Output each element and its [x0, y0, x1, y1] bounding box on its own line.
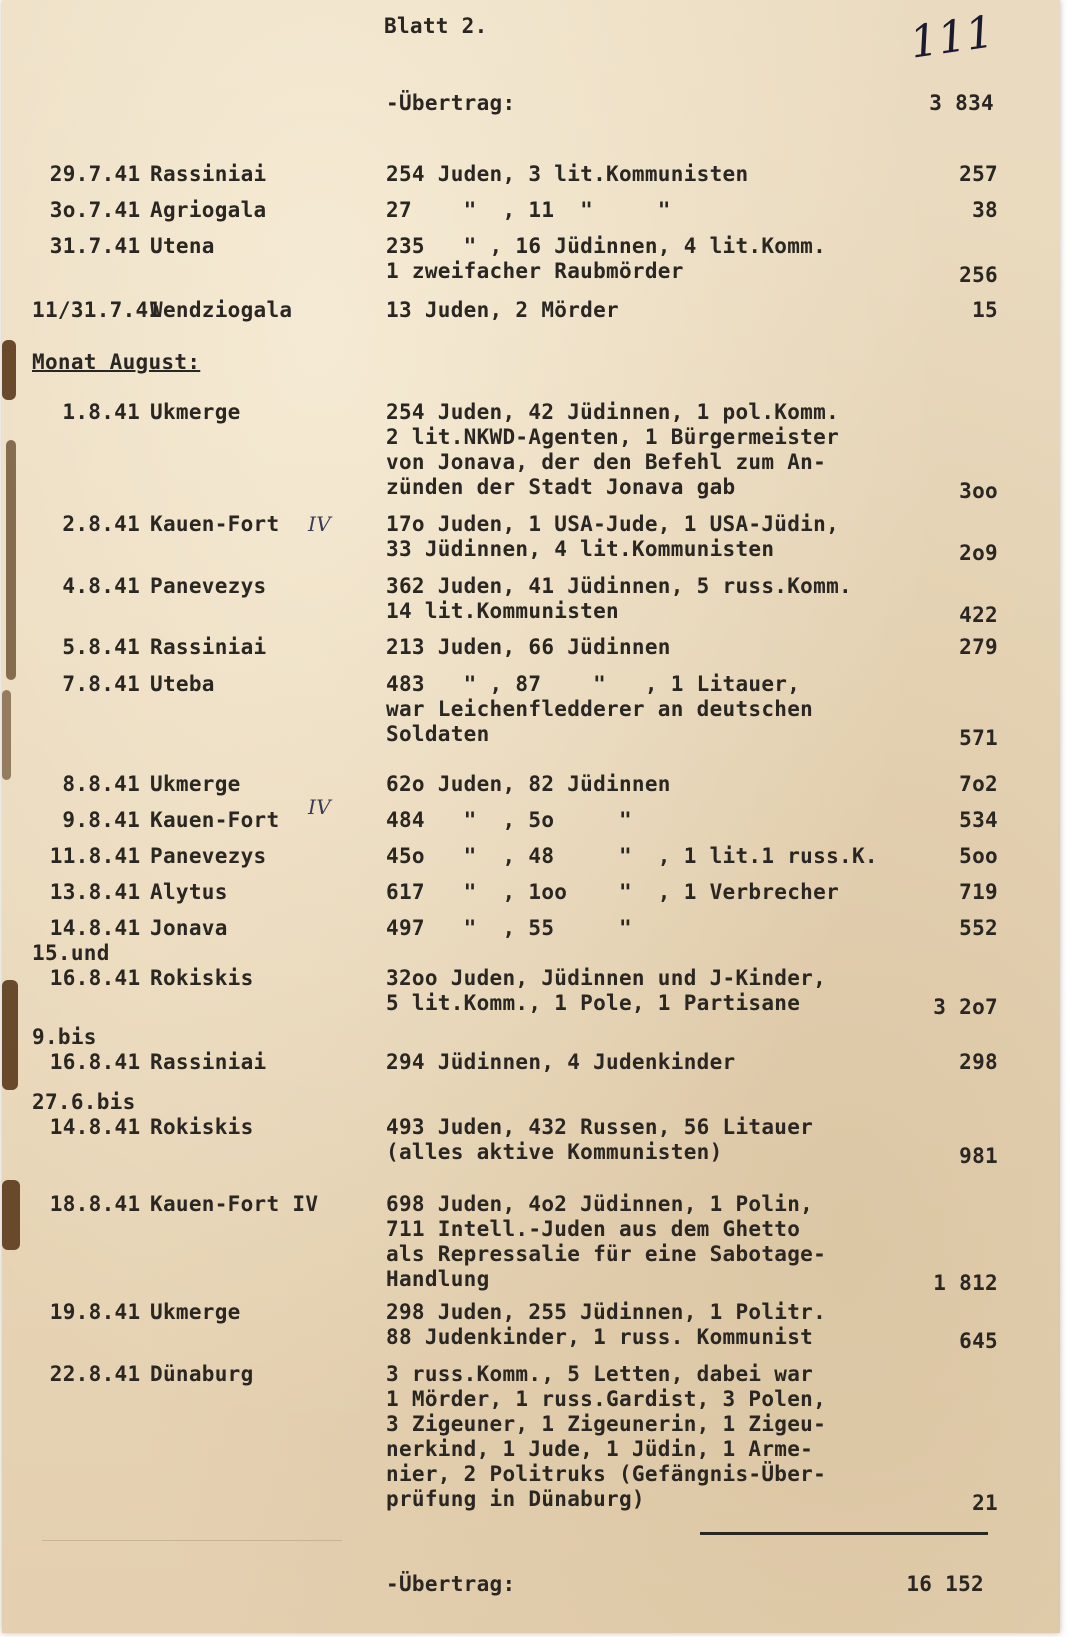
- left-edge-stain: [2, 980, 18, 1090]
- entry-date: 16.8.41: [49, 966, 141, 990]
- entry-description-line: nerkind, 1 Jude, 1 Jüdin, 1 Arme-: [386, 1437, 814, 1461]
- entry-description-line: 484 " , 5o ": [386, 808, 632, 832]
- entry-count: 38: [972, 198, 998, 222]
- entry-description-line: Soldaten: [386, 722, 490, 746]
- entry-description-line: 711 Intell.-Juden aus dem Ghetto: [386, 1217, 801, 1241]
- entry-description-line: 493 Juden, 432 Russen, 56 Litauer: [386, 1115, 814, 1139]
- month-heading: Monat August:: [32, 350, 201, 374]
- entry-count: 5oo: [959, 844, 998, 868]
- entry-date: 9.8.41: [62, 808, 141, 832]
- entry-description-line: Handlung: [386, 1267, 490, 1291]
- entry-date: 22.8.41: [49, 1362, 141, 1386]
- paper-crease: [42, 1540, 342, 1541]
- entry-place: Rokiskis: [150, 966, 254, 990]
- entry-date: 15.und: [32, 941, 110, 965]
- entry-description-line: 33 Jüdinnen, 4 lit.Kommunisten: [386, 537, 775, 561]
- entry-count: 645: [959, 1329, 998, 1353]
- entry-place: Jonava: [150, 916, 228, 940]
- entry-description-line: zünden der Stadt Jonava gab: [386, 475, 736, 499]
- entry-count: 7o2: [959, 772, 998, 796]
- entry-place: Ukmerge: [150, 1300, 241, 1324]
- entry-description-line: 13 Juden, 2 Mörder: [386, 298, 619, 322]
- entry-place: Panevezys: [150, 844, 267, 868]
- entry-description-line: 1 Mörder, 1 russ.Gardist, 3 Polen,: [386, 1387, 827, 1411]
- entry-description-line: (alles aktive Kommunisten): [386, 1140, 723, 1164]
- entry-date: 11/31.7.41: [32, 298, 162, 322]
- sheet-label: Blatt 2.: [384, 14, 488, 38]
- entry-description-line: 2 lit.NKWD-Agenten, 1 Bürgermeister: [386, 425, 840, 449]
- entry-date: 3o.7.41: [49, 198, 141, 222]
- entry-date: 27.6.bis: [32, 1090, 136, 1114]
- entry-place: Ukmerge: [150, 772, 241, 796]
- entry-date: 9.bis: [32, 1025, 97, 1049]
- carry-in-value: 3 834: [929, 91, 994, 115]
- left-edge-stain: [2, 340, 16, 400]
- left-edge-stain: [6, 440, 16, 680]
- entry-place: Ukmerge: [150, 400, 241, 424]
- entry-date: 11.8.41: [49, 844, 141, 868]
- entry-description-line: 298 Juden, 255 Jüdinnen, 1 Politr.: [386, 1300, 827, 1324]
- carry-in-label: -Übertrag:: [386, 91, 516, 115]
- entry-description-line: 698 Juden, 4o2 Jüdinnen, 1 Polin,: [386, 1192, 814, 1216]
- entry-count: 2o9: [959, 541, 998, 565]
- entry-count: 256: [959, 263, 998, 287]
- entry-description-line: 5 lit.Komm., 1 Pole, 1 Partisane: [386, 991, 801, 1015]
- total-rule: [700, 1532, 988, 1535]
- entry-date: 19.8.41: [49, 1300, 141, 1324]
- entry-count: 21: [972, 1491, 998, 1515]
- entry-description-line: 483 " , 87 " , 1 Litauer,: [386, 672, 801, 696]
- entry-date: 14.8.41: [49, 916, 141, 940]
- entry-count: 3 2o7: [933, 995, 998, 1019]
- entry-place: Alytus: [150, 880, 228, 904]
- entry-place: Rassiniai: [150, 635, 267, 659]
- entry-count: 1 812: [933, 1271, 998, 1295]
- entry-description-line: 3 Zigeuner, 1 Zigeunerin, 1 Zigeu-: [386, 1412, 827, 1436]
- entry-description-line: von Jonava, der den Befehl zum An-: [386, 450, 827, 474]
- entry-count: 719: [959, 880, 998, 904]
- entry-description-line: 362 Juden, 41 Jüdinnen, 5 russ.Komm.: [386, 574, 852, 598]
- entry-description-line: 1 zweifacher Raubmörder: [386, 259, 684, 283]
- entry-count: 981: [959, 1144, 998, 1168]
- entry-count: 3oo: [959, 479, 998, 503]
- fort-annotation: IV: [308, 512, 331, 536]
- entry-count: 534: [959, 808, 998, 832]
- entry-count: 552: [959, 916, 998, 940]
- entry-place: Wendziogala: [150, 298, 293, 322]
- carry-out-label: -Übertrag:: [386, 1572, 516, 1596]
- entry-description-line: 3 russ.Komm., 5 Letten, dabei war: [386, 1362, 814, 1386]
- entry-description-line: 62o Juden, 82 Jüdinnen: [386, 772, 671, 796]
- entry-count: 422: [959, 603, 998, 627]
- fort-annotation: IV: [308, 795, 331, 819]
- entry-date: 18.8.41: [49, 1192, 141, 1216]
- entry-date: 31.7.41: [49, 234, 141, 258]
- entry-place: Rassiniai: [150, 162, 267, 186]
- entry-date: 8.8.41: [62, 772, 141, 796]
- entry-description-line: nier, 2 Politruks (Gefängnis-Über-: [386, 1462, 827, 1486]
- entry-place: Rokiskis: [150, 1115, 254, 1139]
- entry-description-line: 617 " , 1oo " , 1 Verbrecher: [386, 880, 840, 904]
- entry-date: 2.8.41: [62, 512, 141, 536]
- entry-date: 29.7.41: [49, 162, 141, 186]
- entry-description-line: 294 Jüdinnen, 4 Judenkinder: [386, 1050, 736, 1074]
- carry-out-value: 16 152: [906, 1572, 984, 1596]
- entry-date: 7.8.41: [62, 672, 141, 696]
- entry-place: Rassiniai: [150, 1050, 267, 1074]
- entry-description-line: 213 Juden, 66 Jüdinnen: [386, 635, 671, 659]
- entry-description-line: 235 " , 16 Jüdinnen, 4 lit.Komm.: [386, 234, 827, 258]
- entry-description-line: als Repressalie für eine Sabotage-: [386, 1242, 827, 1266]
- entry-date: 1.8.41: [62, 400, 141, 424]
- entry-description-line: 27 " , 11 " ": [386, 198, 671, 222]
- entry-count: 279: [959, 635, 998, 659]
- entry-count: 298: [959, 1050, 998, 1074]
- entry-description-line: 14 lit.Kommunisten: [386, 599, 619, 623]
- entry-date: 16.8.41: [49, 1050, 141, 1074]
- entry-date: 14.8.41: [49, 1115, 141, 1139]
- entry-date: 13.8.41: [49, 880, 141, 904]
- entry-description-line: 17o Juden, 1 USA-Jude, 1 USA-Jüdin,: [386, 512, 840, 536]
- entry-description-line: 88 Judenkinder, 1 russ. Kommunist: [386, 1325, 814, 1349]
- entry-place: Utena: [150, 234, 215, 258]
- entry-description-line: 497 " , 55 ": [386, 916, 632, 940]
- entry-place: Dünaburg: [150, 1362, 254, 1386]
- entry-description-line: 254 Juden, 3 lit.Kommunisten: [386, 162, 749, 186]
- entry-place: Uteba: [150, 672, 215, 696]
- entry-description-line: 32oo Juden, Jüdinnen und J-Kinder,: [386, 966, 827, 990]
- entry-description-line: prüfung in Dünaburg): [386, 1487, 645, 1511]
- entry-count: 257: [959, 162, 998, 186]
- left-edge-stain: [2, 690, 11, 780]
- entry-description-line: war Leichenfledderer an deutschen: [386, 697, 814, 721]
- entry-place: Kauen-Fort: [150, 808, 280, 832]
- entry-count: 571: [959, 726, 998, 750]
- entry-date: 4.8.41: [62, 574, 141, 598]
- entry-place: Panevezys: [150, 574, 267, 598]
- left-edge-stain: [2, 1180, 20, 1250]
- entry-place: Kauen-Fort: [150, 512, 280, 536]
- document-sheet: [2, 0, 1060, 1633]
- entry-date: 5.8.41: [62, 635, 141, 659]
- entry-place: Agriogala: [150, 198, 267, 222]
- handwritten-page-number: 111: [906, 6, 998, 69]
- entry-count: 15: [972, 298, 998, 322]
- entry-place: Kauen-Fort IV: [150, 1192, 319, 1216]
- entry-description-line: 254 Juden, 42 Jüdinnen, 1 pol.Komm.: [386, 400, 840, 424]
- entry-description-line: 45o " , 48 " , 1 lit.1 russ.K.: [386, 844, 878, 868]
